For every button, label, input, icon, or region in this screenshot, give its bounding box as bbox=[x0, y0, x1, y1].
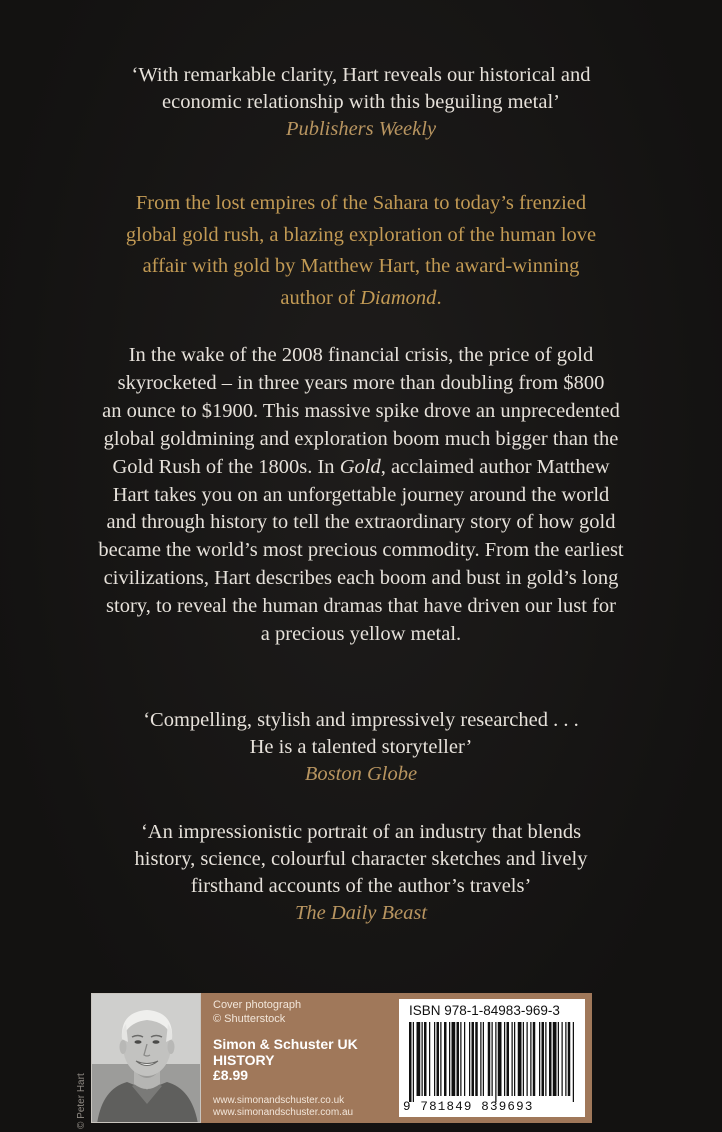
barcode-bar bbox=[568, 1022, 571, 1096]
barcode-image bbox=[407, 1022, 579, 1102]
barcode-digits: 9 781849 839693 bbox=[403, 1100, 534, 1114]
cover-credit-line: Cover photograph bbox=[213, 999, 302, 1011]
blurb-line: From the lost empires of the Sahara to today’s frenzied bbox=[135, 192, 587, 214]
description-line: In the wake of the 2008 financial crisis, the price of gold bbox=[128, 344, 594, 366]
publisher-url-au: www.simonandschuster.com.au bbox=[213, 1106, 354, 1118]
barcode-bar bbox=[440, 1022, 441, 1096]
description-line: global goldmining and exploration boom much bigger than the bbox=[103, 427, 619, 450]
description-line: an ounce to $1900. This massive spike drove an unprecedented bbox=[102, 399, 620, 422]
book-title-gold: Gold bbox=[339, 455, 381, 478]
barcode-bar bbox=[469, 1022, 470, 1096]
book-description bbox=[0, 342, 722, 649]
barcode-bar bbox=[434, 1022, 435, 1096]
publisher-url-uk: www.simonandschuster.co.uk bbox=[213, 1095, 345, 1106]
barcode-bar bbox=[504, 1022, 505, 1096]
barcode-bar bbox=[562, 1022, 563, 1096]
barcode-bar bbox=[480, 1022, 481, 1096]
barcode-bar bbox=[514, 1022, 515, 1096]
barcode-bar bbox=[452, 1022, 456, 1096]
description-line bbox=[0, 454, 722, 482]
review-quote-publishers-weekly bbox=[0, 62, 722, 143]
barcode-bar bbox=[409, 1022, 412, 1102]
barcode-box bbox=[399, 999, 585, 1117]
barcode-bar bbox=[492, 1022, 493, 1096]
barcode-bar bbox=[542, 1022, 545, 1096]
quote-line: He is a talented storyteller’ bbox=[249, 736, 473, 758]
quote-line: ‘Compelling, stylish and impressively researched . . . bbox=[143, 709, 579, 731]
description-line: and through history to tell the extraordinary story of how gold bbox=[106, 511, 616, 534]
book-title-diamond: Diamond bbox=[360, 286, 437, 309]
barcode-bar bbox=[512, 1022, 513, 1096]
description-line: skyrocketed – in three years more than doubling from $800 bbox=[117, 371, 605, 394]
quote-line: economic relationship with this beguiling metal’ bbox=[162, 91, 560, 113]
publisher-block bbox=[213, 1037, 358, 1084]
description-line: Hart takes you on an unforgettable journey around the world bbox=[112, 483, 610, 506]
publisher-info-panel bbox=[201, 993, 392, 1123]
cover-credit-line: © Shutterstock bbox=[213, 1012, 286, 1025]
barcode-bar bbox=[417, 1022, 421, 1096]
barcode-bar bbox=[545, 1022, 546, 1096]
photo-credit: © Peter Hart bbox=[76, 1073, 87, 1129]
blurb-line: global gold rush, a blazing exploration of the human love bbox=[125, 223, 597, 246]
book-price: £8.99 bbox=[213, 1067, 249, 1083]
isbn-label: ISBN 978-1-84983-969-3 bbox=[409, 1003, 560, 1018]
barcode-bar bbox=[573, 1022, 574, 1102]
description-line: story, to reveal the human dramas that have driven our lust for bbox=[106, 595, 616, 618]
review-quote-boston-globe bbox=[0, 707, 722, 788]
barcode-bar bbox=[483, 1022, 484, 1096]
barcode-bar bbox=[558, 1022, 559, 1096]
barcode-bar bbox=[523, 1022, 524, 1096]
quote-line: ‘With remarkable clarity, Hart reveals our historical and bbox=[131, 64, 591, 86]
barcode-bar bbox=[527, 1022, 528, 1096]
barcode-bar bbox=[460, 1022, 461, 1096]
blurb-line: affair with gold by Matthew Hart, the award-winning bbox=[142, 255, 580, 277]
barcode-bar bbox=[507, 1022, 510, 1096]
publisher-name: Simon & Schuster UK bbox=[213, 1036, 358, 1052]
quote-source: The Daily Beast bbox=[294, 902, 428, 924]
barcode-bar bbox=[530, 1022, 531, 1096]
description-text: , acclaimed author Matthew bbox=[380, 455, 610, 478]
barcode-bar bbox=[565, 1022, 566, 1096]
barcode-bar bbox=[475, 1022, 478, 1096]
barcode-bar bbox=[533, 1022, 536, 1096]
barcode-panel bbox=[392, 993, 592, 1123]
barcode-bar bbox=[553, 1022, 557, 1096]
publisher-urls bbox=[213, 1095, 353, 1118]
barcode-bar bbox=[549, 1022, 552, 1096]
barcode-bar bbox=[472, 1022, 475, 1096]
quote-line: history, science, colourful character sketches and lively bbox=[134, 848, 588, 870]
barcode-bar bbox=[539, 1022, 540, 1096]
barcode-bar bbox=[413, 1022, 414, 1102]
barcode-bar bbox=[518, 1022, 522, 1096]
author-portrait-image bbox=[92, 994, 201, 1123]
description-text: Gold Rush of the 1800s. In bbox=[112, 455, 340, 478]
cover-photo-credit bbox=[213, 999, 301, 1026]
barcode-bar bbox=[457, 1022, 460, 1096]
book-category: HISTORY bbox=[213, 1051, 275, 1068]
barcode-bar bbox=[424, 1022, 427, 1096]
barcode-bar bbox=[488, 1022, 491, 1096]
blurb-text: . bbox=[436, 286, 442, 309]
author-photo bbox=[91, 993, 201, 1123]
quote-line: firsthand accounts of the author’s travels’ bbox=[190, 875, 532, 897]
barcode-bar bbox=[429, 1022, 430, 1096]
blurb-line-last bbox=[0, 283, 722, 315]
barcode-bar bbox=[449, 1022, 450, 1096]
barcode-bar bbox=[498, 1022, 502, 1096]
description-line: became the world’s most precious commodity. From the earliest bbox=[98, 539, 624, 562]
barcode-bar bbox=[495, 1022, 496, 1102]
barcode-bar bbox=[437, 1022, 440, 1096]
barcode-bar bbox=[464, 1022, 465, 1096]
blurb-text: author of bbox=[280, 286, 361, 309]
review-quote-daily-beast bbox=[0, 819, 722, 927]
quote-line: ‘An impressionistic portrait of an industry that blends bbox=[140, 821, 582, 843]
quote-source: Boston Globe bbox=[304, 763, 418, 785]
barcode-bar bbox=[444, 1022, 447, 1096]
barcode-bar bbox=[422, 1022, 423, 1096]
description-line: civilizations, Hart describes each boom and bust in gold’s long bbox=[103, 567, 619, 590]
quote-source: Publishers Weekly bbox=[285, 118, 437, 140]
gold-blurb bbox=[0, 188, 722, 314]
description-line: a precious yellow metal. bbox=[260, 623, 462, 646]
